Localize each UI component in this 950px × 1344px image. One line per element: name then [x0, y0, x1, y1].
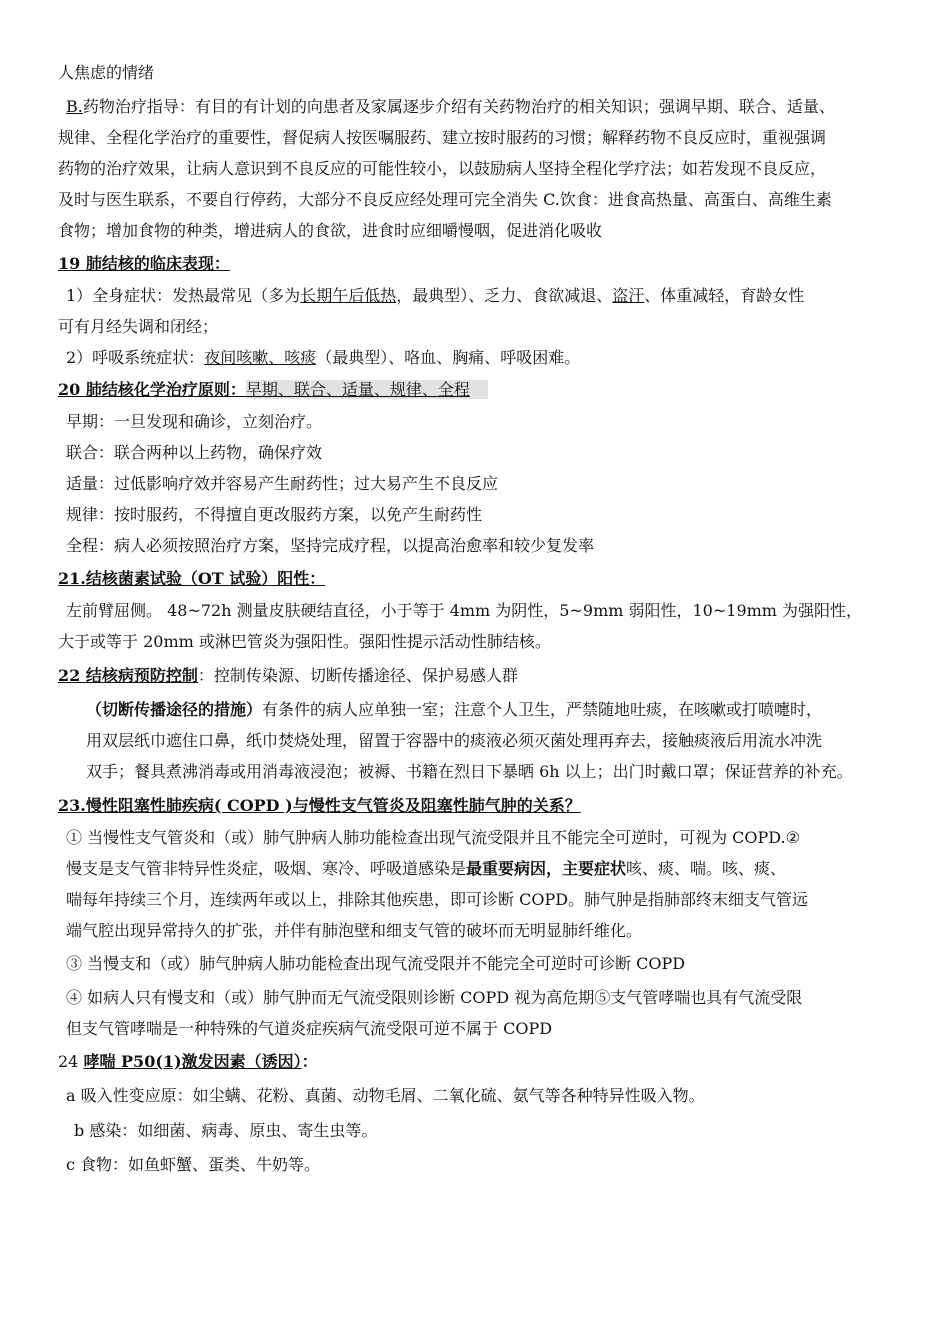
text-line: 但支气管哮喘是一种特殊的气道炎症疾病气流受限可逆不属于 COPD: [66, 1019, 553, 1038]
text-line: 左前臂屈侧。 48~72h 测量皮肤硬结直径，小于等于 4mm 为阴性，5~9mm 弱阳性，10~19mm 为强阳性，: [66, 601, 863, 620]
heading-colon: ：: [301, 1052, 318, 1071]
text-line: ③ 当慢支和（或）肺气肿病人肺功能检查出现气流受限并不能完全可逆时可诊断 COPD: [66, 954, 686, 973]
text-line: 及时与医生联系，不要自行停药，大部分不良反应经处理可完全消失 C.饮食：进食高热量、高蛋白、高维生素: [58, 190, 832, 209]
text-line: 适量：过低影响疗效并容易产生耐药性；过大易产生不良反应: [66, 474, 499, 493]
text-line: ① 当慢性支气管炎和（或）肺气肿病人肺功能检查出现气流受限并且不能完全可逆时，可视为 COPD.②: [66, 828, 800, 847]
text-line: [66, 285, 804, 307]
text-line: 端气腔出现异常持久的扩张，并伴有肺泡壁和细支气管的破坏而无明显肺纤维化。: [66, 921, 643, 940]
text-line: 规律：按时服药，不得擅自更改服药方案，以免产生耐药性: [66, 505, 483, 524]
section-heading-24: [58, 1051, 318, 1073]
underlined-term: 夜间咳嗽、咳痰: [204, 348, 317, 367]
text-line: 全程：病人必须按照治疗方案，坚持完成疗程，以提高治愈率和较少复发率: [66, 536, 595, 555]
text-line: 药物的治疗效果，让病人意识到不良反应的可能性较小，以鼓励病人坚持全程化学疗法；如若发现不良反应，: [58, 159, 827, 178]
list-item: b 感染：如细菌、病毒、原虫、寄生虫等。: [74, 1121, 378, 1140]
list-item: a 吸入性变应原：如尘螨、花粉、真菌、动物毛屑、二氧化硫、氨气等各种特异性吸入物。: [66, 1086, 705, 1105]
text-span: 有条件的病人应单独一室；注意个人卫生，严禁随地吐痰，在咳嗽或打喷嚏时，: [262, 700, 823, 719]
text-span: ，最典型）、乏力、食欲减退、: [396, 286, 613, 305]
bold-term: 最重要病因，主要症状: [466, 859, 627, 878]
text-line: 早期：一旦发现和确诊，立刻治疗。: [66, 412, 323, 431]
list-item: c 食物：如鱼虾蟹、蛋类、牛奶等。: [66, 1155, 321, 1174]
underlined-term: 长期午后低热: [300, 286, 397, 305]
text-span: 、体重减轻，育龄女性: [644, 286, 805, 305]
text-line: 规律、全程化学治疗的重要性，督促病人按医嘱服药、建立按时服药的习惯；解释药物不良反应时，重视强调: [58, 128, 827, 147]
text-line: [66, 347, 580, 369]
section-heading-21: 21.结核菌素试验（OT 试验）阳性：: [58, 569, 326, 588]
text-span: 2）呼吸系统症状：: [66, 348, 205, 367]
section-heading-20: [58, 379, 488, 401]
text-line: [66, 858, 786, 880]
text-span: 咳、痰、喘。咳、痰、: [626, 859, 787, 878]
text-line: 大于或等于 20mm 或淋巴管炎为强阳性。强阳性提示活动性肺结核。: [58, 632, 551, 651]
item-marker-b: B.: [66, 97, 83, 116]
text-line: 人焦虑的情绪: [58, 63, 155, 82]
bold-term: （切断传播途径的措施）: [86, 700, 263, 719]
text-line: 可有月经失调和闭经；: [58, 317, 219, 336]
text-line: ④ 如病人只有慢支和（或）肺气肿而无气流受限则诊断 COPD 视为高危期⑤支气管哮喘也具有气流受限: [66, 988, 803, 1007]
text-line: 双手；餐具煮沸消毒或用消毒液浸泡；被褥、书籍在烈日下暴晒 6h 以上；出门时戴口罩；保证营养的补充。: [86, 762, 853, 781]
text-line: 喘每年持续三个月，连续两年或以上，排除其他疾患，即可诊断 COPD。肺气肿是指肺部终末细支气管远: [66, 890, 809, 909]
section-heading-22: [58, 665, 518, 687]
text-span: 1）全身症状：发热最常见（多为: [66, 286, 301, 305]
text-span: 慢支是支气管非特异性炎症，吸烟、寒冷、呼吸道感染是: [66, 859, 467, 878]
heading-text: 22 结核病预防控制: [58, 666, 198, 685]
text-span: （最典型）、咯血、胸痛、呼吸困难。: [316, 348, 581, 367]
text-line: 联合：联合两种以上药物，确保疗效: [66, 443, 323, 462]
heading-text: 哮喘 P50(1)激发因素（诱因）: [83, 1052, 302, 1071]
text-line: 食物；增加食物的种类，增进病人的食欲，进食时应细嚼慢咽，促进消化吸收: [58, 221, 603, 240]
text-span: 药物治疗指导：有目的有计划的向患者及家属逐步介绍有关药物治疗的相关知识；强调早期、联合、适量、: [82, 97, 835, 116]
highlighted-principles: 早期、联合、适量、规律、全程: [246, 380, 488, 399]
section-heading-23: 23.慢性阻塞性肺疾病( COPD )与慢性支气管炎及阻塞性肺气肿的关系？: [58, 796, 581, 815]
heading-number: 24: [58, 1052, 84, 1071]
text-span: ：控制传染源、切断传播途径、保护易感人群: [197, 666, 518, 685]
text-line: [66, 96, 835, 118]
section-heading-19: 19 肺结核的临床表现：: [58, 254, 230, 273]
text-line: [86, 699, 822, 721]
heading-text: 20 肺结核化学治疗原则：: [58, 380, 246, 399]
text-line: 用双层纸巾遮住口鼻，纸巾焚烧处理，留置于容器中的痰液必须灭菌处理再弃去，接触痰液后用流水冲洗: [86, 731, 823, 750]
underlined-term: 盗汗: [612, 286, 645, 305]
